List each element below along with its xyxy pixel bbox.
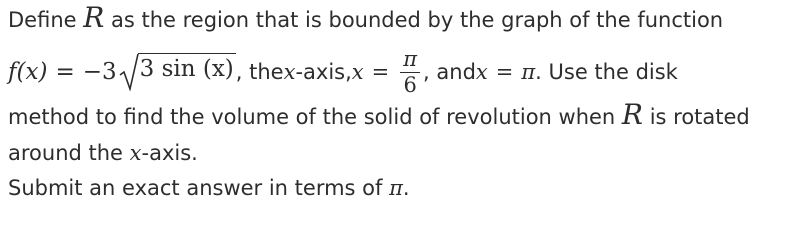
square-root: [119, 53, 236, 91]
function-name: f(x): [8, 58, 48, 85]
text: is rotated: [643, 105, 750, 129]
radicand: 3 sin (x): [138, 53, 236, 91]
submit-instruction: [8, 178, 410, 199]
equals-sign: =: [55, 58, 75, 85]
pi-symbol: π: [521, 59, 536, 84]
text: around the: [8, 141, 130, 165]
equals-sign: =: [495, 59, 514, 84]
x-variable: x: [351, 59, 364, 84]
text: . Use the disk: [535, 59, 678, 84]
pi-symbol: π: [389, 176, 403, 200]
region-variable: R: [83, 1, 105, 34]
fraction-denominator: 6: [400, 72, 419, 96]
problem-line-3: [8, 98, 750, 131]
region-variable: R: [621, 98, 644, 131]
problem-line-1: [8, 1, 724, 34]
text: -axis,: [295, 59, 352, 84]
problem-line-2: [8, 44, 678, 100]
equals-sign: =: [371, 59, 390, 84]
fraction-numerator: π: [403, 46, 418, 71]
x-variable: x: [475, 59, 488, 84]
text: .: [402, 176, 410, 200]
text: method to find the volume of the solid of revolution when: [8, 105, 622, 129]
text: as the region that is bounded by the graph of the function: [104, 8, 724, 32]
text: Submit an exact answer in terms of: [8, 176, 390, 200]
text: , and: [423, 59, 476, 84]
text: Define: [8, 8, 84, 32]
text: , the: [235, 59, 284, 84]
problem-line-4: [8, 143, 198, 164]
radical-sign-icon: [119, 53, 139, 91]
function-expression: [8, 53, 236, 91]
text: -axis.: [141, 141, 198, 165]
coefficient: −3: [82, 58, 117, 85]
fraction-pi-over-6: [400, 46, 420, 97]
x-variable: x: [129, 141, 142, 165]
x-variable: x: [283, 59, 296, 84]
